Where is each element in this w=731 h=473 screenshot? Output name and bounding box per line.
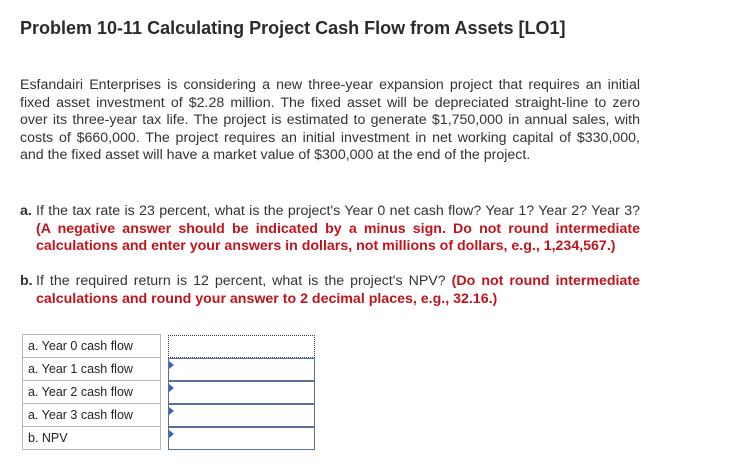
- year0-cash-flow-input[interactable]: [168, 335, 315, 358]
- answer-row: [23, 381, 315, 404]
- problem-intro: Esfandairi Enterprises is considering a new three-year expansion project that requires an initial fixed asset investment of $2.28 million. The fixed asset will be depreciated straight-line to zero over its three-year tax life. The project is estimated to generate $1,750,000 in annual sales, with costs of $660,000. The project requires an initial investment in net working capital of $330,000, and the fixed asset will have a market value of $300,000 at the end of the project.: [20, 77, 640, 164]
- question-b-label: b.: [20, 273, 33, 289]
- answer-label-year1: a. Year 1 cash flow: [23, 358, 161, 381]
- answer-label-year2: a. Year 2 cash flow: [23, 381, 161, 404]
- question-a-instruction: (A negative answer should be indicated by a minus sign. Do not round intermediate calculations and enter your answers in dollars, not millions of dollars, e.g., 1,234,567.): [36, 220, 640, 255]
- input-marker-icon: [169, 361, 174, 369]
- question-a: [20, 203, 640, 256]
- year2-cash-flow-input[interactable]: [168, 381, 315, 404]
- answer-row: [23, 358, 315, 381]
- question-a-body: [20, 203, 640, 256]
- question-b-text: If the required return is 12 percent, what is the project's NPV?: [36, 273, 446, 289]
- input-marker-icon: [169, 407, 174, 415]
- question-a-label: a.: [20, 203, 32, 219]
- answer-row: [23, 404, 315, 427]
- answer-label-year3: a. Year 3 cash flow: [23, 404, 161, 427]
- question-a-text: If the tax rate is 23 percent, what is the project's Year 0 net cash flow? Year 1? Year 2? Year 3?: [36, 203, 640, 219]
- question-b-instruction: (Do not round intermediate calculations and round your answer to 2 decimal places, e.g., 32.16.): [36, 273, 640, 307]
- answer-table: [22, 334, 315, 450]
- year1-cash-flow-input[interactable]: [168, 358, 315, 381]
- problem-title: Problem 10-11 Calculating Project Cash Flow from Assets [LO1]: [20, 18, 566, 38]
- answer-label-npv: b. NPV: [23, 427, 161, 450]
- year3-cash-flow-input[interactable]: [168, 404, 315, 427]
- answer-label-year0: a. Year 0 cash flow: [23, 335, 161, 358]
- input-marker-icon: [169, 430, 174, 438]
- question-b-body: [20, 273, 640, 308]
- answer-row: [23, 335, 315, 358]
- question-b: [20, 273, 640, 308]
- npv-input[interactable]: [168, 427, 315, 450]
- input-marker-icon: [169, 384, 174, 392]
- answer-row: [23, 427, 315, 450]
